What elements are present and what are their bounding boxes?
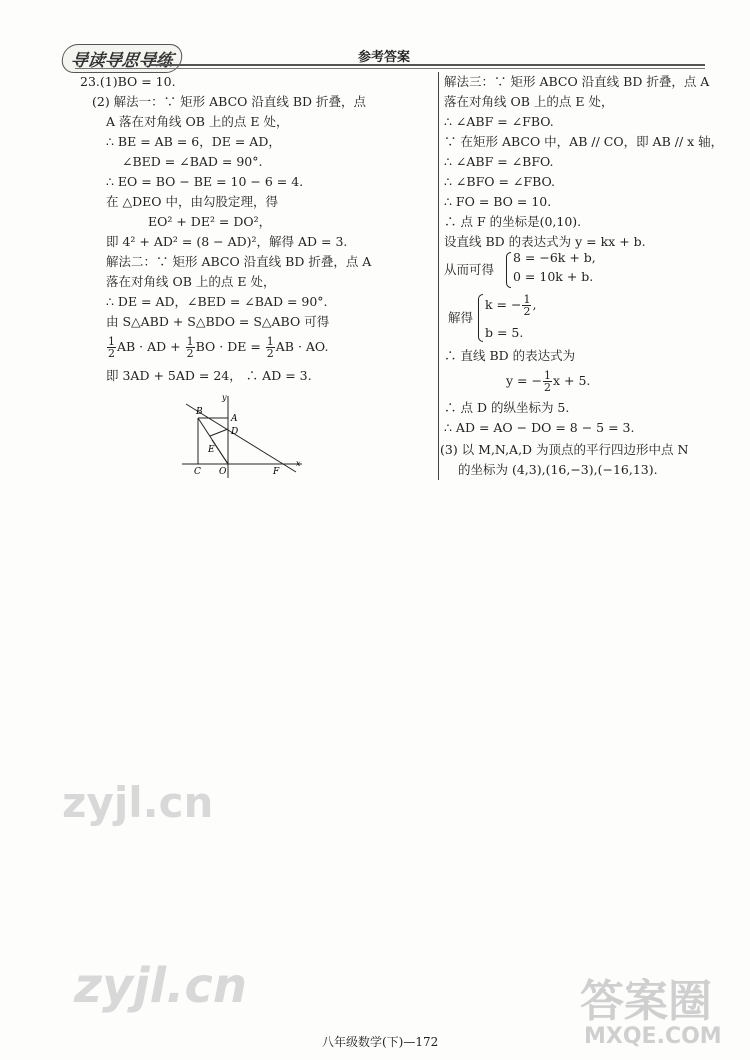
answer-line: EO² + DE² = DO²， — [148, 214, 272, 229]
watermark: zyjl.cn — [62, 778, 214, 827]
point-label-c: C — [194, 467, 201, 477]
solve-lead: 解得 — [448, 310, 474, 325]
segment-ed — [210, 429, 228, 436]
header-rule-thin — [75, 68, 705, 69]
point-label-a: A — [231, 414, 238, 424]
fraction-half: $\frac{1}{2}$ — [543, 369, 551, 394]
point-label-o: O — [219, 467, 227, 477]
answer-line: ∴ 直线 BD 的表达式为 — [444, 348, 576, 363]
answer-line: ∴ ∠BFO = ∠FBO. — [444, 174, 555, 189]
answer-line: 落在对角线 OB 上的点 E 处， — [106, 274, 276, 289]
answer-line: 在 △DEO 中，由勾股定理，得 — [106, 194, 278, 209]
solution-b: b = 5. — [485, 325, 524, 340]
fraction-half: $\frac{1}{2}$ — [266, 335, 274, 360]
area-equation — [106, 334, 328, 360]
answer-line: 的坐标为 (4,3),(16,−3),(−16,13). — [458, 462, 658, 477]
point-label-d: D — [231, 427, 239, 437]
page-footer: 八年级数学(下)—172 — [322, 1035, 439, 1049]
equation-part: AB · AD + — [117, 339, 185, 354]
book-logo: 导读导思导练 — [60, 44, 184, 73]
solution-k: k = − $\frac{1}{2}$ , — [485, 293, 537, 318]
fraction-half: $\frac{1}{2}$ — [523, 293, 531, 318]
answer-line: 即 4² + AD² = (8 − AD)²，解得 AD = 3. — [106, 234, 348, 249]
system-eq-2: 0 = 10k + b. — [513, 269, 594, 284]
answer-line: ∴ FO = BO = 10. — [444, 194, 552, 209]
answer-line: 解法二：∵ 矩形 ABCO 沿直线 BD 折叠，点 A — [106, 254, 372, 269]
answer-line: ∴ 点 D 的纵坐标为 5. — [444, 400, 570, 415]
equation-part: BO · DE = — [195, 339, 265, 354]
answer-line: (3) 以 M,N,A,D 为顶点的平行四边形中点 N — [440, 442, 689, 457]
fraction-half: $\frac{1}{2}$ — [186, 335, 194, 360]
watermark: zyjl.cn — [74, 958, 247, 1014]
point-label-f: F — [273, 467, 280, 477]
answer-line: ∴ AD = AO − DO = 8 − 5 = 3. — [444, 420, 635, 435]
answer-line: 23.(1)BO = 10. — [80, 74, 176, 89]
column-divider — [438, 72, 439, 480]
point-label-e: E — [208, 445, 215, 455]
header-rule — [150, 64, 705, 66]
brace-left — [506, 252, 511, 288]
answer-line: 落在对角线 OB 上的点 E 处， — [444, 94, 614, 109]
answer-line: (2) 解法一：∵ 矩形 ABCO 沿直线 BD 折叠，点 — [92, 94, 367, 109]
equation-part: AB · AO. — [275, 339, 329, 354]
answer-line: ∵ 在矩形 ABCO 中，AB // CO，即 AB // x 轴， — [444, 134, 724, 149]
answer-line: 即 3AD + 5AD = 24， ∴ AD = 3. — [106, 368, 312, 383]
answer-line: ∴ DE = AD，∠BED = ∠BAD = 90°. — [106, 294, 328, 309]
answer-line: 由 S△ABD + S△BDO = S△ABO 可得 — [106, 314, 330, 329]
page-title: 参考答案 — [358, 50, 411, 65]
geometry-figure — [182, 392, 307, 482]
system-lead: 从而可得 — [444, 262, 495, 277]
answer-line: A 落在对角线 OB 上的点 E 处， — [106, 114, 289, 129]
watermark: MXQE.COM — [584, 1024, 722, 1049]
fraction-half: $\frac{1}{2}$ — [108, 335, 115, 360]
answer-line: ∴ 点 F 的坐标是(0,10). — [444, 214, 582, 229]
system-eq-1: 8 = −6k + b, — [513, 250, 596, 265]
point-label-b: B — [196, 407, 203, 417]
answer-line: ∠BED = ∠BAD = 90°. — [122, 154, 263, 169]
axis-label-x: x — [296, 459, 301, 468]
answer-line: ∴ BE = AB = 6，DE = AD， — [106, 134, 281, 149]
answer-line: 设直线 BD 的表达式为 y = kx + b. — [444, 234, 646, 249]
answer-line: ∴ ∠ABF = ∠FBO. — [444, 114, 554, 129]
watermark: 答案圈 — [580, 976, 712, 1027]
answer-line: ∴ ∠ABF = ∠BFO. — [444, 154, 554, 169]
brace-left — [478, 294, 483, 342]
answer-line: ∴ EO = BO − BE = 10 − 6 = 4. — [106, 174, 304, 189]
line-equation: y = − $\frac{1}{2}$ x + 5. — [506, 369, 591, 394]
axis-label-y: y — [222, 393, 227, 402]
answer-line: 解法三：∵ 矩形 ABCO 沿直线 BD 折叠，点 A — [444, 74, 710, 89]
